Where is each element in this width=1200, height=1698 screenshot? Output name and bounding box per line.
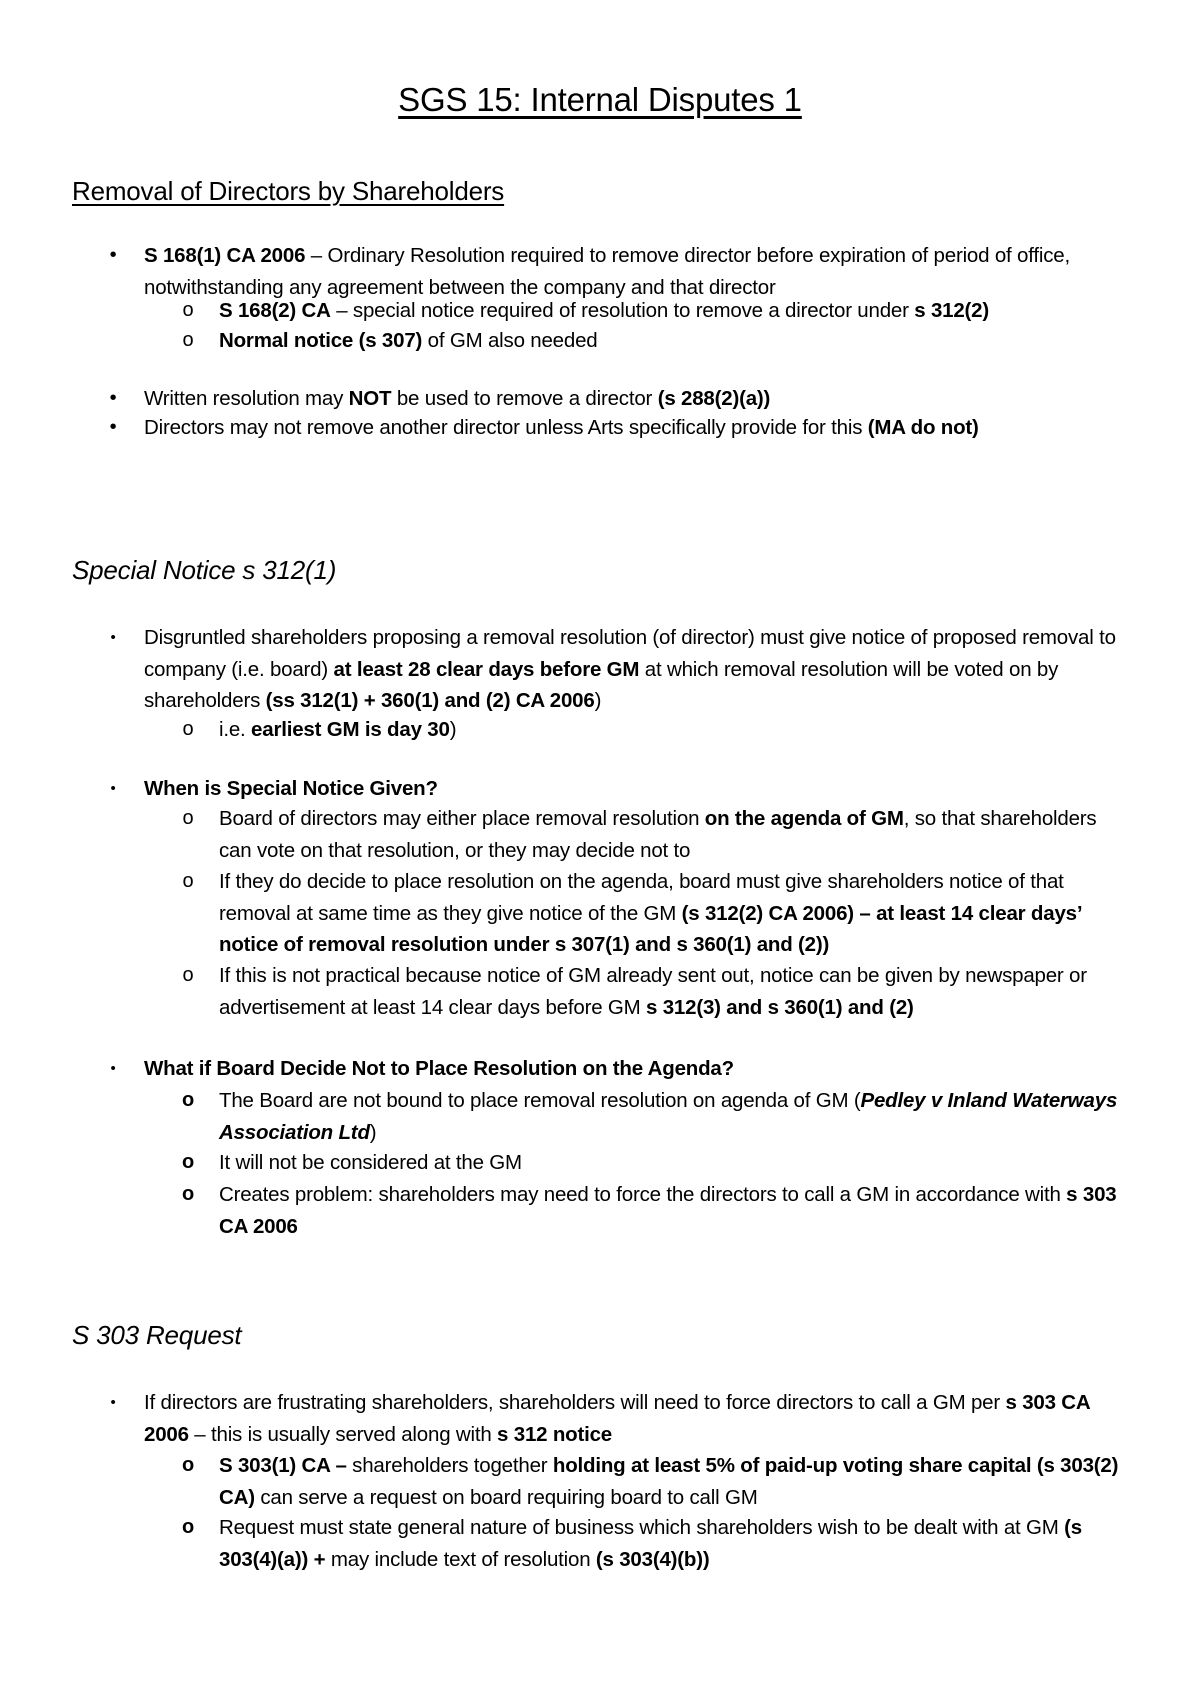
text-run: Written resolution may [144,387,349,410]
sub-bullet-icon: o [181,1089,195,1111]
text-run: i.e. [219,718,252,741]
text-run: (s 303(4)(b)) [595,1547,710,1571]
sub-bullet-icon: o [182,807,194,829]
text-run: It will not be considered at the GM [219,1151,522,1174]
text-run: (MA do not) [867,416,979,439]
list-item [144,622,1130,717]
text-run: S 168(2) CA [219,299,331,322]
sub-list-item [219,866,1130,961]
bullet-icon: • [110,1394,116,1411]
sub-list-item [219,1512,1130,1575]
text-run: NOT [348,387,392,410]
list-item [144,1387,1130,1450]
text-run: Disgruntled shareholders proposing a removal resolution (of director) must give notice of proposed removal to company (i.e. board) [144,626,1116,681]
list-item [144,383,1130,415]
sub-list-item [219,803,1130,866]
bullet-icon: • [109,387,117,409]
page-title: SGS 15: Internal Disputes 1 [398,81,802,118]
sub-bullet-icon: o [182,329,194,351]
text-run: What if Board Decide Not to Place Resolution on the Agenda? [144,1057,734,1080]
text-run: Creates problem: shareholders may need to force the directors to call a GM in accordance with [219,1183,1067,1206]
text-run: of GM also needed [422,329,598,352]
text-run: – this is usually served along with [188,1422,498,1446]
bullet-icon: • [109,244,117,266]
text-run: (s 303(4)(a)) + [219,1516,1082,1571]
sub-list-item [219,1085,1130,1148]
text-run: at least 28 clear days before GM [333,657,640,681]
sub-bullet-icon: o [182,718,194,740]
text-run: s 312(3) and s 360(1) and (2) [646,995,914,1019]
text-run: s 303 CA 2006 [219,1183,1117,1238]
sub-bullet-icon: o [181,1183,195,1205]
sub-bullet-icon: o [181,1151,195,1173]
text-run: ) [369,1120,377,1144]
text-run: s 312(2) [914,299,990,322]
text-run: can serve a request on board requiring board to call GM [254,1485,758,1509]
text-run: earliest GM is day 30 [251,718,450,741]
text-run: ) [594,689,602,712]
sub-list-item [219,1179,1130,1242]
text-run: (s 288(2)(a)) [657,387,771,410]
text-run: Pedley v Inland Waterways Association Ltd [219,1089,1118,1144]
text-run: If they do decide to place resolution on the agenda, board must give shareholders notice of that removal at same time as they give notice of the GM [219,870,1064,925]
text-run: shareholders together [352,1454,553,1477]
text-run: S 168(1) CA 2006 [144,244,306,267]
sub-bullet-icon: o [181,1516,195,1538]
text-run: Board of directors may either place removal resolution [219,807,705,830]
text-run: be used to remove a director [391,387,658,410]
text-run: may include text of resolution [325,1547,596,1571]
sub-bullet-icon: o [181,1454,195,1476]
text-run: (s 312(2) CA 2006) – at least 14 clear days’ notice of removal resolution under s 307(1) and s 360(1) and (2)) [219,901,1082,956]
text-run: on the agenda of GM [704,807,904,830]
list-item [144,240,1130,303]
list-item [144,1053,1130,1085]
text-run: , so that shareholders can vote on that resolution, or they may decide not to [219,807,1097,862]
text-run: at which removal resolution will be voted on by shareholders [144,657,1059,712]
text-run: ) [449,718,457,741]
sub-list-item [219,714,1130,746]
text-run: holding at least 5% of paid-up voting share capital (s 303(2) CA) [219,1454,1119,1509]
bullet-icon: • [109,416,117,438]
text-run: When is Special Notice Given? [144,777,438,800]
sub-bullet-icon: o [182,870,194,892]
bullet-icon: • [110,629,116,646]
text-run: If directors are frustrating shareholders, shareholders will need to force directors to call a GM per [144,1391,1006,1414]
list-item [144,773,1130,805]
text-run: (ss 312(1) + 360(1) and (2) CA 2006 [265,689,595,712]
text-run: The Board are not bound to place removal resolution on agenda of GM ( [219,1089,861,1112]
list-item [144,412,1130,444]
text-run: s 303 CA 2006 [144,1391,1090,1446]
sub-bullet-icon: o [182,299,194,321]
text-run: Request must state general nature of business which shareholders wish to be dealt with at GM [219,1516,1065,1539]
sub-bullet-icon: o [182,964,194,986]
section-heading-s303-request: S 303 Request [72,1320,242,1350]
bullet-icon: • [110,1060,116,1077]
section-heading-removal-of-directors: Removal of Directors by Shareholders [72,176,505,206]
text-run: – Ordinary Resolution required to remove director before expiration of period of office, notwithstanding any agreement between the company and that director [144,244,1070,299]
section-heading-special-notice: Special Notice s 312(1) [72,555,337,585]
sub-list-item [219,1450,1130,1513]
text-run: Normal notice (s 307) [219,329,423,352]
sub-list-item [219,295,1130,327]
bullet-icon: • [110,780,116,797]
text-run: s 312 notice [497,1422,613,1446]
sub-list-item [219,325,1130,357]
text-run: S 303(1) CA – [219,1454,353,1477]
text-run: If this is not practical because notice of GM already sent out, notice can be given by newspaper or advertisement at least 14 clear days before GM [219,964,1087,1019]
sub-list-item [219,1147,1130,1179]
sub-list-item [219,960,1130,1023]
text-run: Directors may not remove another director unless Arts specifically provide for this [144,416,868,439]
text-run: – special notice required of resolution to remove a director under [330,299,915,322]
